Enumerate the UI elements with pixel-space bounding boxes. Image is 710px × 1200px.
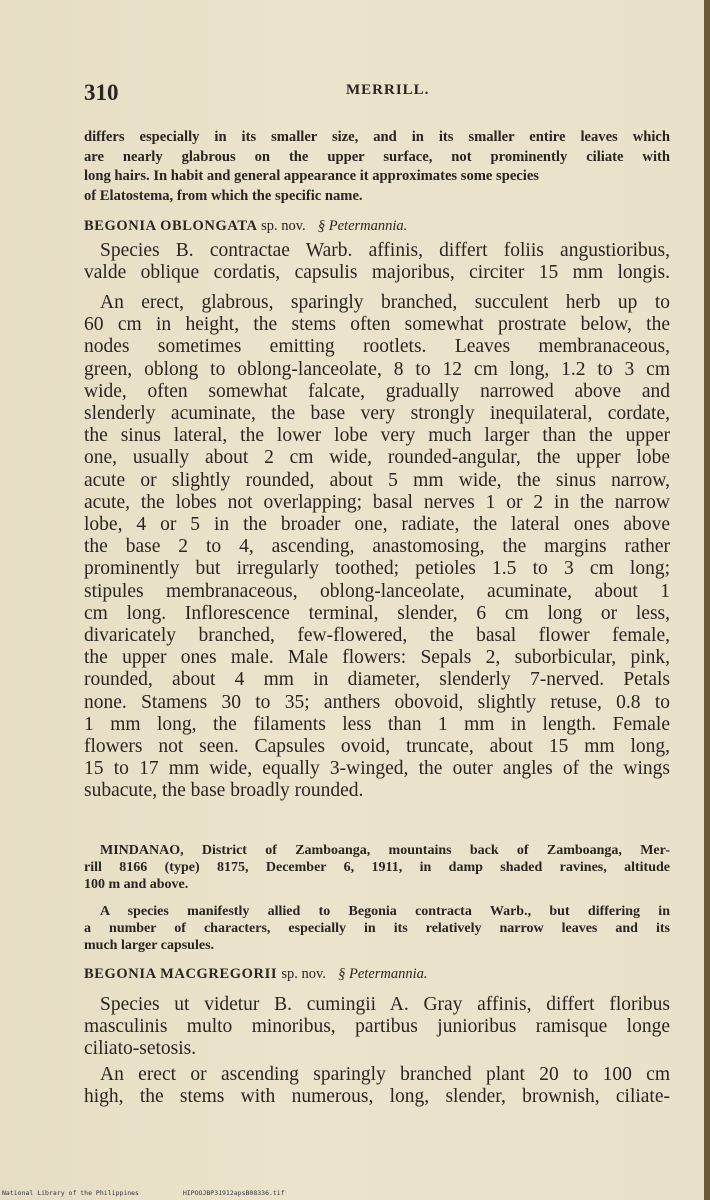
description-line: 1 mm long, the filaments less than 1 mm in length. Female (84, 713, 670, 735)
description-line: rounded, about 4 mm in diameter, slenderly 7-nerved. Petals (84, 669, 670, 691)
intro-line: long hairs. In habit and general appearance it approximates some species (84, 168, 539, 184)
description-line: nodes sometimes emitting rootlets. Leaves membranaceous, (84, 336, 670, 358)
species-section: § Petermannia. (317, 218, 408, 234)
latin-line: Species ut videtur B. cumingii A. Gray affinis, differt floribus (100, 994, 670, 1015)
description-line: prominently but irregularly toothed; petioles 1.5 to 3 cm long; (84, 558, 670, 580)
description-line: divaricately branched, few-flowered, the basal flower female, (84, 625, 670, 647)
remark-line: much larger capsules. (84, 938, 215, 954)
intro-line: of Elatostema, from which the specific name. (84, 187, 363, 204)
intro-line: differs especially in its smaller size, and in its smaller entire leaves which (84, 129, 670, 145)
page-edge (704, 0, 710, 1200)
latin-diagnosis-macgregorii (84, 994, 670, 1061)
page-number: 310 (84, 80, 119, 105)
description-line: one, usually about 2 cm wide, rounded-angular, the upper lobe (84, 447, 670, 469)
description-line: An erect, glabrous, sparingly branched, succulent herb up to (100, 292, 670, 313)
description-line: the upper ones male. Male flowers: Sepals 2, suborbicular, pink, (84, 647, 670, 669)
description-line: green, oblong to oblong-lanceolate, 8 to 12 cm long, 1.2 to 3 cm (84, 358, 670, 380)
description-line: wide, often somewhat falcate, gradually narrowed above and (84, 380, 670, 402)
footer-library: National Library of the Philippines (2, 1189, 139, 1197)
description-oblongata (84, 292, 670, 803)
description-line: the sinus lateral, the lower lobe very much larger than the upper (84, 425, 670, 447)
description-line: acute or slightly rounded, about 5 mm wide, the sinus narrow, (84, 469, 670, 491)
species-name: BEGONIA OBLONGATA (84, 218, 257, 234)
description-line: An erect or ascending sparingly branched plant 20 to 100 cm (100, 1064, 670, 1085)
latin-diagnosis-oblongata (84, 240, 670, 284)
intro-line: are nearly glabrous on the upper surface, not prominently ciliate with (84, 148, 670, 165)
description-line: high, the stems with numerous, long, slender, brownish, ciliate- (84, 1086, 670, 1108)
species-name: BEGONIA MACGREGORII (84, 966, 278, 982)
scan-footer (2, 1189, 325, 1197)
description-macgregorii (84, 1064, 670, 1108)
description-line: flowers not seen. Capsules ovoid, truncate, about 15 mm long, (84, 736, 670, 758)
locality-line: rill 8166 (type) 8175, December 6, 1911, in damp shaded ravines, altitude (84, 860, 670, 876)
description-line: lobe, 4 or 5 in the broader one, radiate, the lateral ones above (84, 514, 670, 536)
description-line: cm long. Inflorescence terminal, slender, 6 cm long or less, (84, 602, 670, 624)
species-status: sp. nov. (281, 966, 326, 982)
remark-line: a number of characters, especially in its relatively narrow leaves and its (84, 921, 670, 937)
locality-oblongata (84, 842, 670, 894)
description-line: 60 cm in height, the stems often somewhat prostrate below, the (84, 314, 670, 336)
latin-line: valde oblique cordatis, capsulis majoribus, circiter 15 mm longis. (84, 262, 670, 284)
species-status: sp. nov. (261, 218, 306, 234)
latin-line: masculinis multo minoribus, partibus junioribus ramisque longe (84, 1016, 670, 1038)
remark-line: A species manifestly allied to Begonia contracta Warb., but differing in (100, 904, 670, 919)
description-line: 15 to 17 mm wide, equally 3-winged, the outer angles of the wings (84, 758, 670, 780)
description-line: slenderly acuminate, the base very strongly inequilateral, cordate, (84, 403, 670, 425)
latin-line: Species B. contractae Warb. affinis, differt foliis angustioribus, (100, 240, 670, 261)
description-line: stipules membranaceous, oblong-lanceolate, acuminate, about 1 (84, 580, 670, 602)
description-line: acute, the lobes not overlapping; basal nerves 1 or 2 in the narrow (84, 491, 670, 513)
species-heading-macgregorii (84, 966, 670, 983)
description-line: the base 2 to 4, ascending, anastomosing, the margins rather (84, 536, 670, 558)
page-header (84, 80, 670, 110)
latin-line: ciliato-setosis. (84, 1038, 197, 1060)
locality-line: MINDANAO, District of Zamboanga, mountains back of Zamboanga, Mer- (100, 843, 670, 858)
footer-file: HIPOOJBP31912apsB08336.tif (182, 1189, 285, 1197)
description-line: none. Stamens 30 to 35; anthers obovoid, slightly retuse, 0.8 to (84, 691, 670, 713)
species-section: § Petermannia. (338, 966, 428, 982)
species-heading-oblongata (84, 218, 670, 235)
description-line: subacute, the base broadly rounded. (84, 780, 364, 802)
remark-oblongata (84, 903, 670, 955)
locality-line: 100 m and above. (84, 877, 189, 893)
intro-paragraph (84, 128, 670, 206)
running-head: MERRILL. (346, 82, 430, 98)
